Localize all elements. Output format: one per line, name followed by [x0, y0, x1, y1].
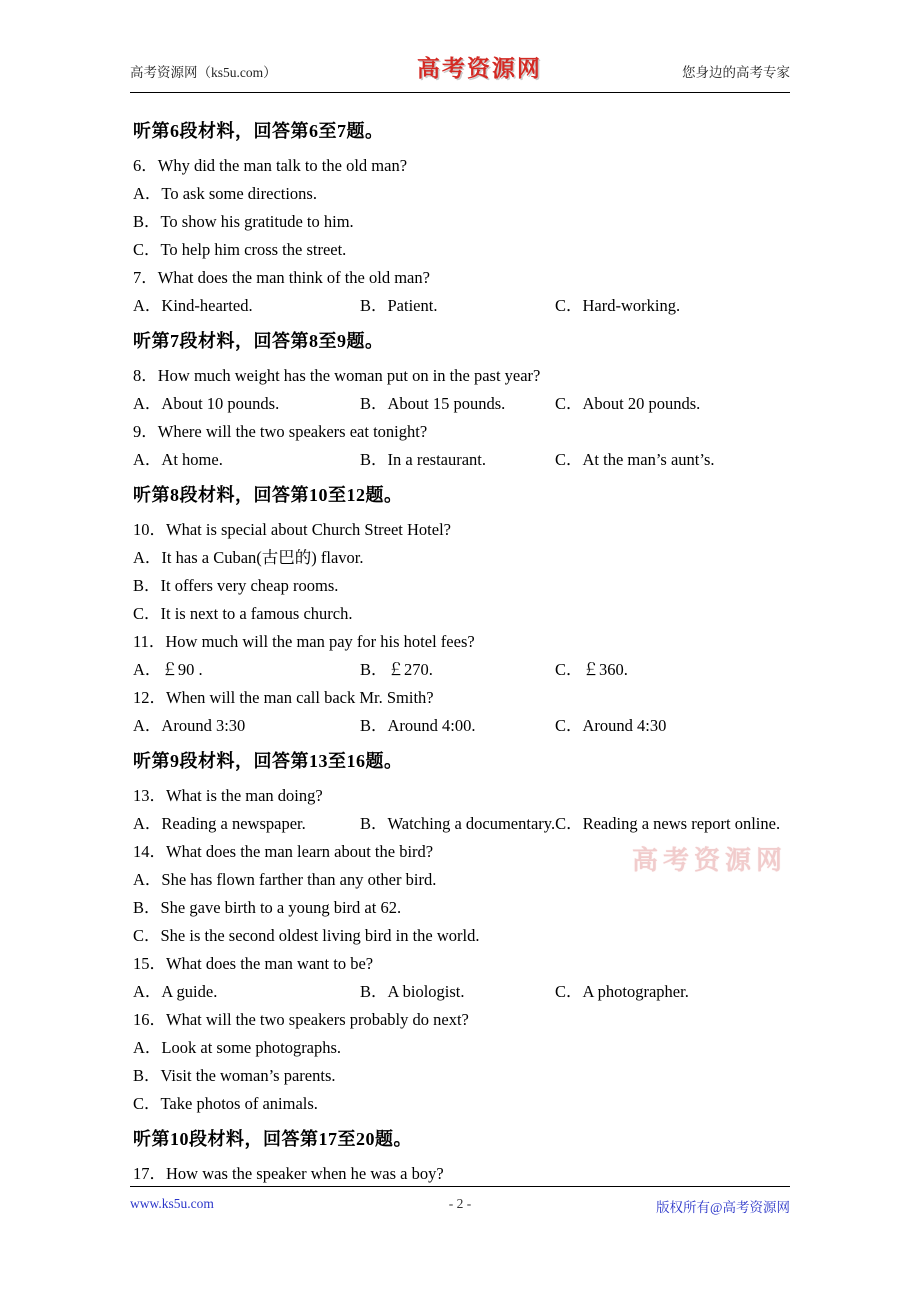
question-line: [133, 684, 795, 712]
option-line: [133, 572, 795, 600]
option-segment: B．￡270.: [360, 660, 433, 679]
text-segment: 14．What does the man learn about the bird?: [133, 842, 434, 861]
option-segment: A．About 10 pounds.: [133, 394, 280, 413]
option-line: [133, 922, 795, 950]
text-segment: 7．What does the man think of the old man?: [133, 268, 430, 287]
question-line: [133, 628, 795, 656]
watermark-text: 高考资源网: [632, 846, 788, 875]
site-logo: 高考资源网: [416, 56, 542, 81]
text-segment: 15．What does the man want to be?: [133, 954, 374, 973]
option-segment: C．At the man’s aunt’s.: [555, 450, 715, 469]
question-line: [133, 152, 795, 180]
option-segment: A．A guide.: [133, 982, 218, 1001]
option-segment: C．A photographer.: [555, 982, 689, 1001]
option-line: [133, 208, 795, 236]
question-line: [133, 1160, 795, 1188]
footer-site-link[interactable]: www.ks5u.com: [130, 1196, 214, 1211]
text-segment: 听第7段材料，回答第8至9题。: [133, 331, 384, 351]
text-segment: C．To help him cross the street.: [133, 240, 347, 259]
option-segment: B．In a restaurant.: [360, 450, 486, 469]
question-line: [133, 264, 795, 292]
option-line: [133, 446, 795, 474]
option-segment: C．Around 4:30: [555, 716, 667, 735]
text-segment: 6．Why did the man talk to the old man?: [133, 156, 408, 175]
section-heading: [133, 114, 795, 148]
text-segment: 听第6段材料，回答第6至7题。: [133, 121, 384, 141]
header-site-label: 高考资源网（ks5u.com）: [130, 65, 277, 80]
section-heading: [133, 478, 795, 512]
text-segment: 8．How much weight has the woman put on in the past year?: [133, 366, 541, 385]
option-segment: A．Kind-hearted.: [133, 296, 253, 315]
text-segment: 9．Where will the two speakers eat tonight?: [133, 422, 428, 441]
text-segment: C．Take photos of animals.: [133, 1094, 318, 1113]
option-segment: C．￡360.: [555, 660, 628, 679]
option-line: [133, 866, 795, 894]
option-segment: A．At home.: [133, 450, 223, 469]
option-line: [133, 390, 795, 418]
text-segment: 16．What will the two speakers probably do next?: [133, 1010, 469, 1029]
option-line: [133, 1034, 795, 1062]
option-segment: C．Reading a news report online.: [555, 814, 781, 833]
text-segment: 12．When will the man call back Mr. Smith?: [133, 688, 434, 707]
option-line: [133, 712, 795, 740]
option-line: [133, 236, 795, 264]
text-segment: B．Visit the woman’s parents.: [133, 1066, 336, 1085]
question-line: [133, 418, 795, 446]
text-segment: 11．How much will the man pay for his hotel fees?: [133, 632, 475, 651]
section-heading: [133, 324, 795, 358]
option-line: [133, 1090, 795, 1118]
text-segment: 听第8段材料，回答第10至12题。: [133, 485, 403, 505]
text-segment: C．It is next to a famous church.: [133, 604, 353, 623]
option-segment: C．Hard-working.: [555, 296, 681, 315]
text-segment: A．Look at some photographs.: [133, 1038, 342, 1057]
question-line: [133, 516, 795, 544]
page-header: [130, 50, 790, 93]
option-line: [133, 180, 795, 208]
option-segment: B．Watching a documentary.: [360, 814, 556, 833]
option-segment: A．￡90 .: [133, 660, 203, 679]
footer-copyright: 版权所有@高考资源网: [656, 1200, 790, 1215]
text-segment: C．She is the second oldest living bird in the world.: [133, 926, 480, 945]
question-line: [133, 838, 795, 866]
option-segment: B．Around 4:00.: [360, 716, 476, 735]
option-line: [133, 810, 795, 838]
option-line: [133, 978, 795, 1006]
text-segment: 17．How was the speaker when he was a boy?: [133, 1164, 444, 1183]
text-segment: 10．What is special about Church Street Hotel?: [133, 520, 451, 539]
content-lines: [133, 110, 795, 1188]
question-line: [133, 362, 795, 390]
option-line: [133, 292, 795, 320]
footer-row: [130, 1196, 790, 1216]
option-segment: C．About 20 pounds.: [555, 394, 701, 413]
option-line: [133, 894, 795, 922]
option-line: [133, 600, 795, 628]
text-segment: A．She has flown farther than any other bird.: [133, 870, 437, 889]
option-line: [133, 544, 795, 572]
section-heading: [133, 744, 795, 778]
text-segment: A．To ask some directions.: [133, 184, 317, 203]
text-segment: 听第10段材料，回答第17至20题。: [133, 1129, 412, 1149]
text-segment: B．To show his gratitude to him.: [133, 212, 354, 231]
option-segment: B．Patient.: [360, 296, 438, 315]
option-segment: A．Around 3:30: [133, 716, 246, 735]
option-segment: B．A biologist.: [360, 982, 465, 1001]
question-line: [133, 782, 795, 810]
question-line: [133, 1006, 795, 1034]
option-line: [133, 656, 795, 684]
page-footer: [130, 1186, 790, 1216]
option-segment: A．Reading a newspaper.: [133, 814, 306, 833]
option-line: [133, 1062, 795, 1090]
text-segment: A．It has a Cuban(古巴的) flavor.: [133, 548, 364, 567]
question-line: [133, 950, 795, 978]
text-segment: B．She gave birth to a young bird at 62.: [133, 898, 402, 917]
page-number: - 2 -: [448, 1196, 472, 1211]
text-segment: 13．What is the man doing?: [133, 786, 323, 805]
section-heading: [133, 1122, 795, 1156]
text-segment: 听第9段材料，回答第13至16题。: [133, 751, 403, 771]
text-segment: B．It offers very cheap rooms.: [133, 576, 339, 595]
header-tagline: 您身边的高考专家: [682, 65, 790, 80]
option-segment: B．About 15 pounds.: [360, 394, 506, 413]
